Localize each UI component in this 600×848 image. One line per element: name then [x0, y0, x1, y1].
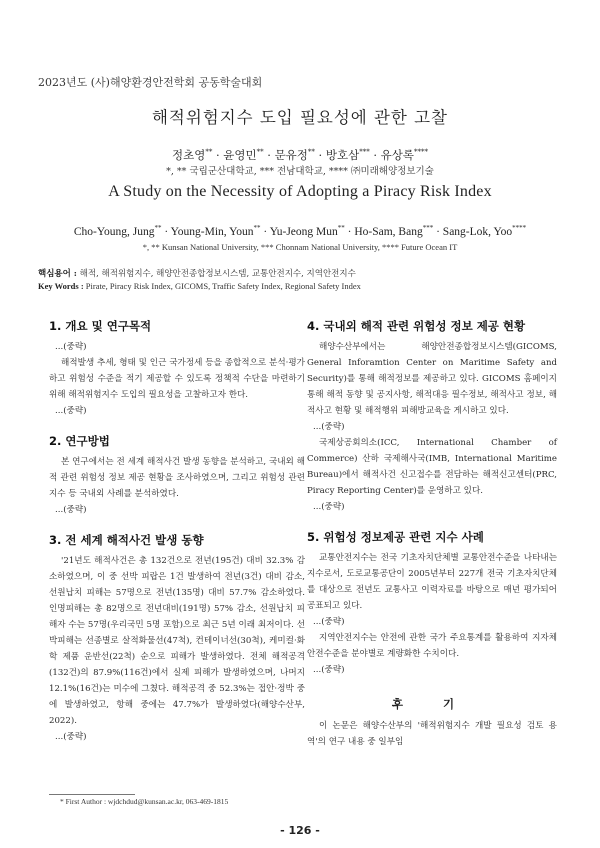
body-paragraph: '21년도 해적사건은 총 132건으로 전년(195건) 대비 32.3% 감소하였으며, 이 중 선박 피랍은 1건 발생하여 전년(3건) 대비 감소, 선원납치 피해는 57명으로 전년(135명) 대비 57.7% 감소하였다. 인명피해는 총 82명으로 전년대비(191명) 57% 감소, 선원납치 피해자 수는 57명(우리국민 5명 포함)으로 최근 5년 이래 최저이다. 선박피해는 선종별로 살적화물선(47척), 컨테이너선(30척), 케미컬·화학 제품 운반선(22척) 순으로 피해가 발생하였다. 전체 해적공격(132건)의 87.9%(116건)에서 실제 피해가 발생하였으며, 나머지 12.1%(16건)는 미수에 그쳤다. 해적공격 중 52.3%는 접안·정박 중에 발생하였고, 항해 중에는 47.7%가 발생하였다(해양수산부, 2022). — [49, 556, 305, 726]
section-heading: 1. 개요 및 연구목적 — [49, 319, 152, 333]
left-column — [49, 318, 305, 745]
author-name: 방호삼 — [325, 148, 360, 162]
author-mark: *** — [422, 224, 434, 233]
author-name: 정초영 — [171, 148, 206, 162]
author-separator: · — [344, 226, 355, 238]
body-paragraph: 해적발생 추세, 형태 및 인근 국가정세 등을 종합적으로 분석·평가하고 위험성 수준을 적기 제공할 수 있도록 정책적 수단을 마련하기 위해 해적위험지수 도입의 필요성을 고찰하고자 한다. — [49, 358, 305, 400]
author-name: Cho-Young, Jung — [73, 226, 155, 238]
keywords-text: Pirate, Piracy Risk Index, GICOMS, Traffic Safety Index, Regional Safety Index — [83, 281, 361, 291]
author-mark: ** — [253, 224, 261, 233]
author-mark: ** — [307, 148, 315, 157]
author-separator: · — [263, 148, 275, 162]
author-mark: ** — [205, 148, 213, 157]
conference-header: 2023년도 (사)해양환경안전학회 공동학술대회 — [38, 76, 263, 89]
keywords-label: Key Words : — [38, 281, 84, 291]
author-name: 유상록 — [380, 148, 414, 162]
author-separator: · — [314, 148, 326, 162]
author-name: Young-Min, Youn — [170, 226, 254, 238]
author-mark: ** — [337, 224, 345, 233]
keywords-text: 해적, 해적위험지수, 해양안전종합정보시스템, 교통안전지수, 지역안전지수 — [76, 269, 356, 279]
body-paragraph: 본 연구에서는 전 세계 해적사건 발생 동향을 분석하고, 국내외 해적 관련 위험성 정보 제공 현황을 조사하였으며, 그리고 위험성 관련 지수 등 국내외 사례를 분석하였다. — [49, 457, 305, 499]
affiliation-english: *, ** Kunsan National University, *** Chonnam National University, **** Future Ocean IT — [142, 242, 458, 252]
author-name: Sang-Lok, Yoo — [442, 226, 513, 238]
author-separator: · — [212, 148, 224, 162]
omission-mark: ...(중략) — [313, 617, 345, 627]
keywords-label: 핵심용어 : — [38, 269, 77, 279]
author-mark: ** — [256, 148, 264, 157]
omission-mark: ...(중략) — [313, 665, 345, 675]
body-paragraph: 교통안전지수는 전국 기초자치단체별 교통안전수준을 나타내는 지수로서, 도로교통공단이 2005년부터 227개 전국 기초자치단체를 대상으로 전년도 교통사고 이력자료를 바탕으로 매년 평가되어 공표되고 있다. — [307, 553, 557, 611]
omission-mark: ...(중략) — [55, 406, 87, 416]
author-name: Yu-Jeong Mun — [269, 226, 338, 238]
author-mark: ** — [154, 224, 162, 233]
keywords-korean — [38, 267, 356, 279]
keywords-english — [38, 281, 361, 291]
author-name: Ho-Sam, Bang — [354, 226, 423, 238]
author-mark: **** — [414, 148, 428, 157]
page-number: - 126 - — [280, 824, 320, 837]
acknowledgement-heading: 후 기 — [391, 697, 473, 711]
author-name: 윤영민 — [223, 148, 257, 162]
author-separator: · — [369, 148, 381, 162]
section-heading: 5. 위험성 정보제공 관련 지수 사례 — [307, 530, 484, 544]
body-paragraph: 국제상공회의소(ICC, International Chamber of Commerce) 산하 국제해사국(IMB, International Maritime Bureau)에서 해적사건 신고접수를 전담하는 해적신고센터(PRC, Piracy Reporting Center)를 운영하고 있다. — [307, 438, 557, 496]
omission-mark: ...(중략) — [313, 422, 345, 432]
acknowledgement-paragraph: 이 논문은 해양수산부의 '해적위험지수 개발 필요성 검토 용역'의 연구 내용 중 일부임 — [307, 721, 557, 747]
author-mark: *** — [359, 148, 370, 157]
omission-mark: ...(중략) — [55, 505, 87, 515]
body-paragraph: 지역안전지수는 안전에 관한 국가 주요통계를 활용하여 지자체 안전수준을 분야별로 계량화한 수치이다. — [307, 633, 557, 659]
paper-title-english: A Study on the Necessity of Adopting a Piracy Risk Index — [108, 183, 492, 200]
omission-mark: ...(중략) — [55, 732, 87, 742]
section-heading: 4. 국내외 해적 관련 위험성 정보 제공 현황 — [307, 319, 526, 333]
author-separator: · — [161, 226, 171, 238]
author-mark: **** — [512, 224, 527, 233]
footnote: * First Author : wjdchdud@kunsan.ac.kr, 063-469-1815 — [60, 797, 229, 806]
author-list-english — [0, 226, 600, 238]
section-heading: 2. 연구방법 — [49, 434, 110, 448]
paper-title-korean: 해적위험지수 도입 필요성에 관한 고찰 — [151, 108, 448, 127]
body-paragraph: 해양수산부에서는 해양안전종합정보시스템(GICOMS, General Inforamtion Center on Maritime Safety and Security)를 통해 해적정보를 제공하고 있다. GICOMS 홈페이지 통해 해적 동향 및 공지사항, 해적대응 필수정보, 해적사고 정보, 해적사고 현황 및 해적행위 피해방교육을 게시하고 있다. — [307, 342, 557, 416]
author-separator: · — [260, 226, 270, 238]
author-separator: · — [433, 226, 443, 238]
footnote-divider — [49, 794, 135, 795]
omission-mark: ...(중략) — [313, 502, 345, 512]
author-name: 문유정 — [274, 148, 308, 162]
affiliation-korean: *, ** 국립군산대학교, *** 전남대학교, **** ㈜미래해양정보기술 — [166, 166, 434, 177]
right-column — [307, 318, 557, 750]
section-heading: 3. 전 세계 해적사건 발생 동향 — [49, 533, 204, 547]
omission-mark: ...(중략) — [55, 342, 87, 352]
author-list-korean — [0, 147, 600, 163]
